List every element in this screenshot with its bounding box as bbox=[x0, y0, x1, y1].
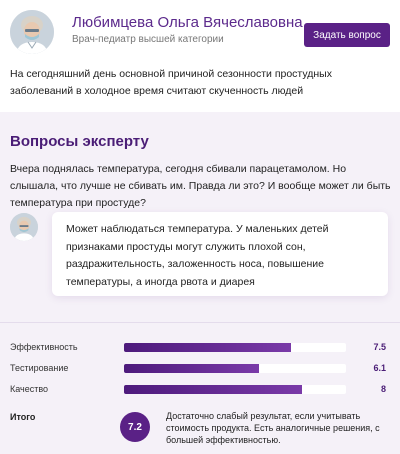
answer-bubble bbox=[52, 212, 388, 296]
rating-bar-quality bbox=[124, 385, 346, 394]
intro-text: На сегодняшний день основной причиной сезонности простудных заболеваний в холодное время считают скученность людей bbox=[10, 68, 332, 97]
rating-label-testing: Тестирование bbox=[10, 363, 69, 373]
divider bbox=[0, 322, 400, 323]
answer-text: Может наблюдаться температура. У маленьких детей признаками простуды могут служить плохой сон, раздражительность, заложенность носа, повышение температуры, а иногда рвота и диарея bbox=[66, 223, 329, 288]
doctor-avatar-icon bbox=[10, 10, 54, 54]
doctor-avatar-icon bbox=[10, 213, 38, 241]
expert-name: Любимцева Ольга Вячеславовна bbox=[72, 14, 303, 31]
total-summary: Достаточно слабый результат, если учитывать стоимость продукта. Есть аналогичные решения, с большей эффективностью. bbox=[166, 411, 380, 445]
rating-bar-testing bbox=[124, 364, 346, 373]
rating-value-quality: 8 bbox=[380, 384, 386, 394]
rating-value-testing: 6.1 bbox=[373, 363, 386, 373]
rating-fill bbox=[124, 385, 302, 394]
expert-role: Врач-педиатр высшей категории bbox=[72, 34, 224, 45]
section-title: Вопросы эксперту bbox=[10, 133, 149, 150]
question-text: Вчера поднялась температура, сегодня сбивали парацетамолом. Но слышала, что лучше не сбивать им. Правда ли это? И вообще может ли быть температура при простуде? bbox=[10, 163, 391, 209]
rating-label-quality: Качество bbox=[10, 384, 49, 394]
rating-fill bbox=[124, 343, 291, 352]
answer-avatar bbox=[10, 213, 38, 241]
ask-question-button[interactable]: Задать вопрос bbox=[304, 23, 390, 47]
rating-label-efficiency: Эффективность bbox=[10, 342, 78, 352]
expert-avatar bbox=[10, 10, 54, 54]
rating-bar-efficiency bbox=[124, 343, 346, 352]
rating-fill bbox=[124, 364, 259, 373]
total-score-badge: 7.2 bbox=[120, 412, 150, 442]
rating-value-efficiency: 7.5 bbox=[373, 342, 386, 352]
total-label: Итого bbox=[10, 412, 36, 422]
